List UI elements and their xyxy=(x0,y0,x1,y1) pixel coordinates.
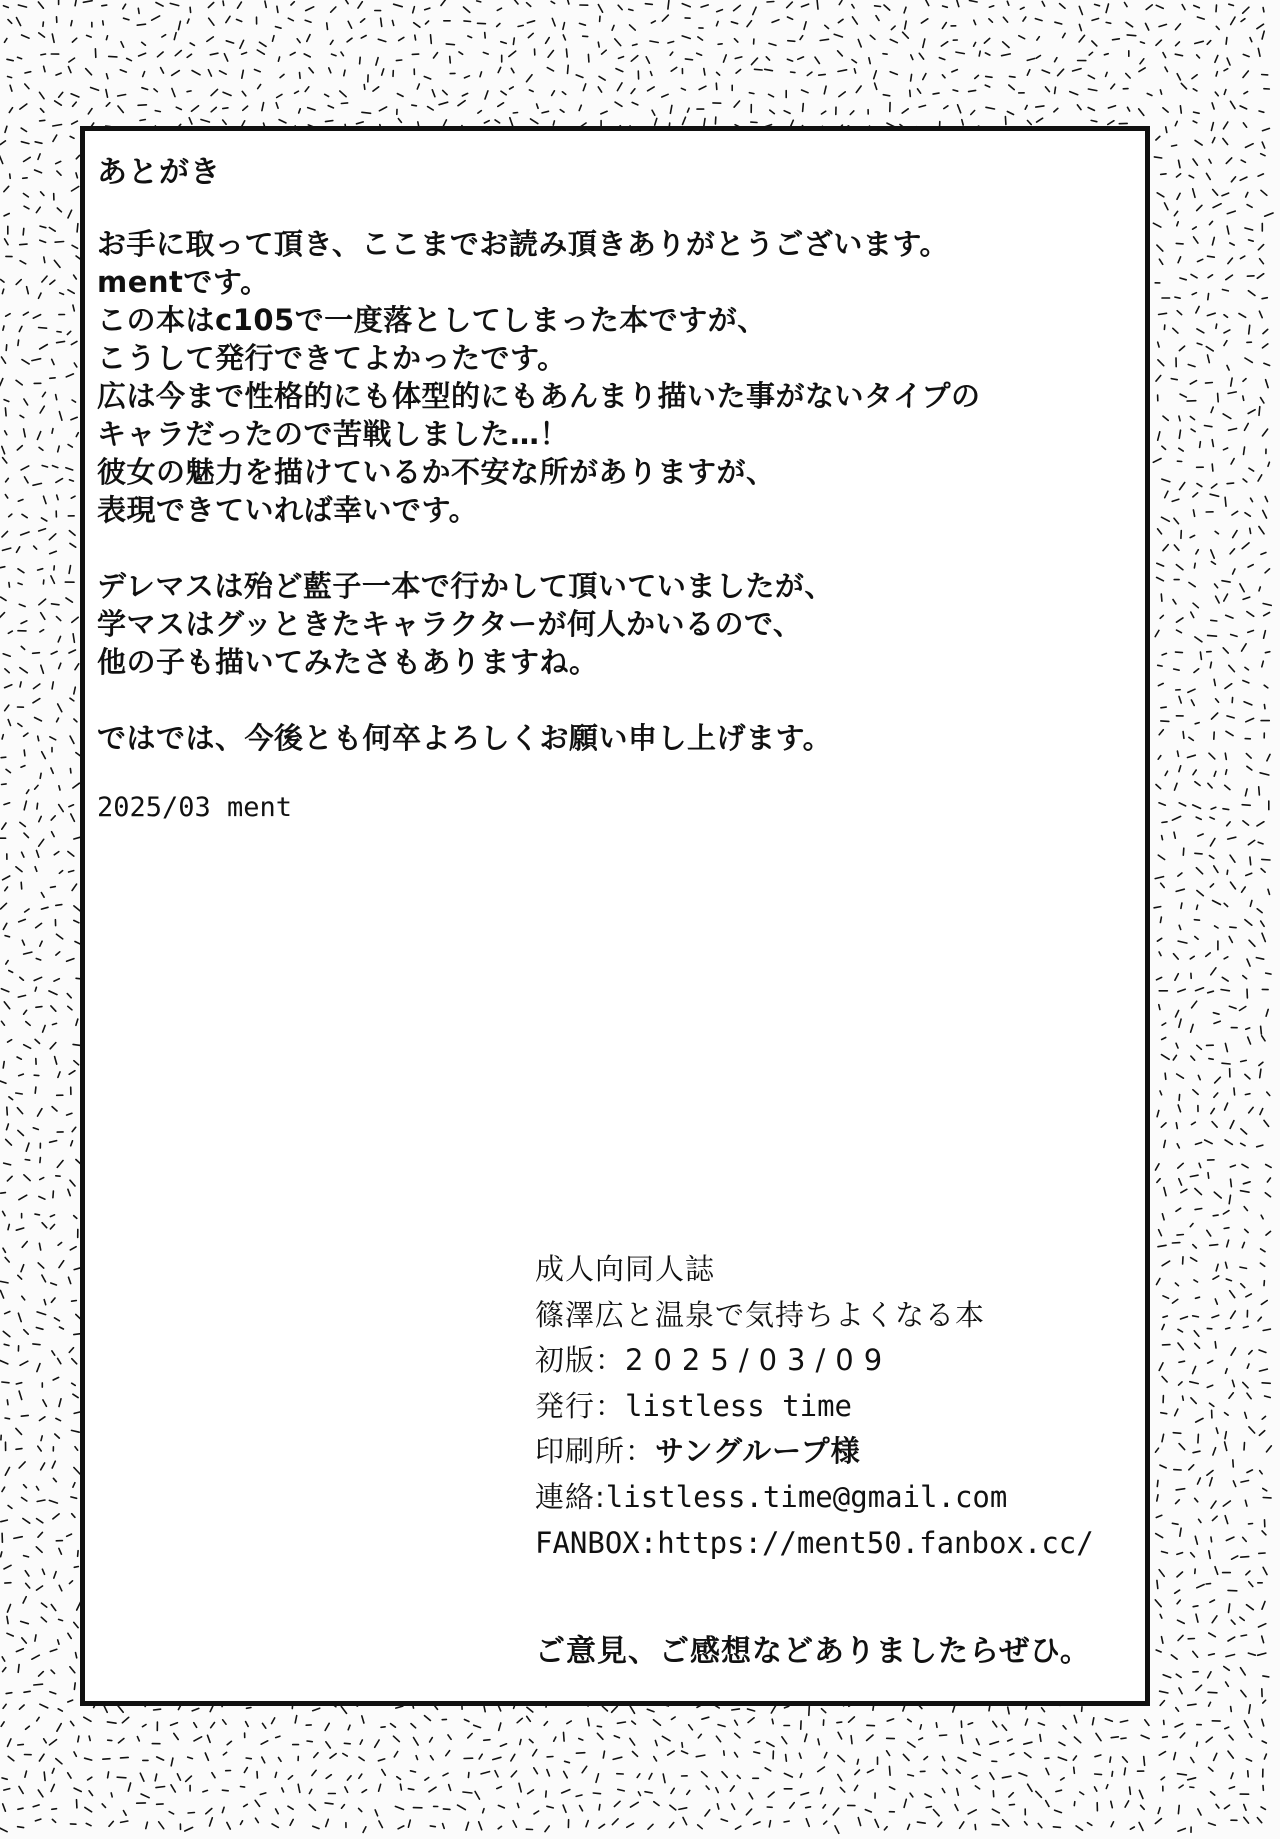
fanbox-label: FANBOX: xyxy=(535,1525,658,1560)
afterword-line: 他の子も描いてみたさもありますね。 xyxy=(97,645,599,679)
publisher-name: listless time xyxy=(625,1388,852,1423)
paragraph-gap xyxy=(97,529,1137,567)
publisher-label: 発行： xyxy=(535,1388,626,1423)
closing-message: ご意見、ご感想などありましたらぜひ。 xyxy=(535,1634,1091,1669)
afterword-line: ではでは、今後とも何卒よろしくお願い申し上げます。 xyxy=(97,721,833,755)
colophon xyxy=(535,1247,1094,1566)
afterword-line: こうして発行できてよかったです。 xyxy=(97,341,567,375)
printer-label: 印刷所： xyxy=(535,1434,656,1469)
afterword-line: この本はc105で一度落としてしまった本ですが、 xyxy=(97,303,767,337)
colophon-first-edition xyxy=(535,1338,1094,1384)
colophon-printer xyxy=(535,1429,1094,1475)
contact-email: listless.time@gmail.com xyxy=(605,1479,1008,1514)
afterword-line: デレマスは殆ど藍子一本で行かして頂いていましたが、 xyxy=(97,569,834,603)
first-edition-label: 初版： xyxy=(535,1343,626,1378)
afterword-page xyxy=(80,126,1150,1706)
afterword-body xyxy=(97,225,1137,757)
fanbox-url: https://ment50.fanbox.cc/ xyxy=(657,1525,1094,1560)
colophon-contact xyxy=(535,1475,1094,1521)
afterword-line: お手に取って頂き、ここまでお読み頂きありがとうございます。 xyxy=(97,227,950,261)
printer-name: サングループ様 xyxy=(655,1434,861,1469)
afterword-signature: 2025/03 ment xyxy=(97,792,293,823)
afterword-line: キャラだったので苦戦しました…！ xyxy=(97,417,570,451)
afterword-line: 表現できていれば幸いです。 xyxy=(97,493,479,527)
colophon-publisher xyxy=(535,1384,1094,1430)
afterword-line: 広は今まで性格的にも体型的にもあんまり描いた事がないタイプの xyxy=(97,379,981,413)
afterword-line: 彼女の魅力を描けているか不安な所がありますが、 xyxy=(97,455,776,489)
first-edition-date: 2025/03/09 xyxy=(625,1343,893,1378)
afterword-line: 学マスはグッときたキャラクターが何人かいるので、 xyxy=(97,607,803,641)
afterword-line: mentです。 xyxy=(97,265,270,299)
contact-label: 連絡: xyxy=(535,1479,606,1514)
paragraph-gap xyxy=(97,681,1137,719)
colophon-book-title: 篠澤広と温泉で気持ちよくなる本 xyxy=(535,1297,986,1332)
afterword-title: あとがき xyxy=(97,155,221,190)
colophon-fanbox xyxy=(535,1521,1094,1567)
colophon-rating: 成人向同人誌 xyxy=(535,1252,716,1286)
